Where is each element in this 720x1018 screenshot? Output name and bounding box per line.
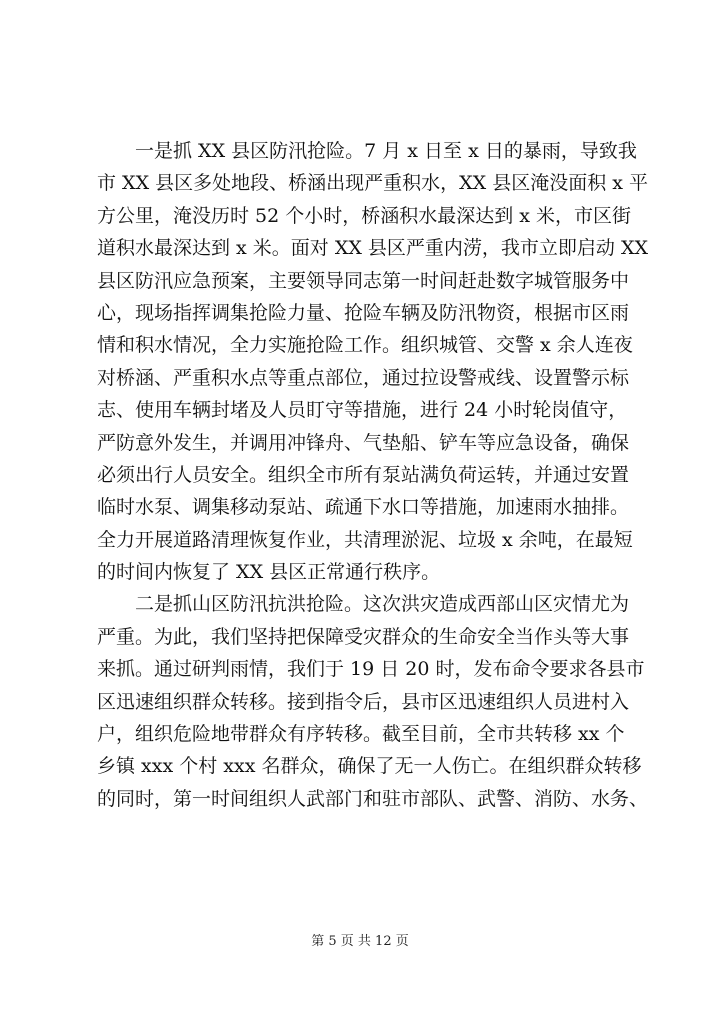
page-footer (0, 933, 720, 951)
text-line: 志、使用车辆封堵及人员盯守等措施，进行 24 小时轮岗值守， (97, 399, 628, 422)
text-line: 严重。为此，我们坚持把保障受灾群众的生命安全当作头等大事 (97, 625, 630, 648)
text-line: 的时间内恢复了 XX 县区正常通行秩序。 (97, 561, 441, 584)
text-line: 来抓。通过研判雨情，我们于 19 日 20 时，发布命令要求各县市 (97, 658, 645, 681)
text-line: 方公里，淹没历时 52 个小时，桥涵积水最深达到 x 米，市区街 (97, 204, 632, 227)
text-line: 户，组织危险地带群众有序转移。截至目前，全市共转移 xx 个 (97, 723, 625, 746)
text-line: 全力开展道路清理恢复作业，共清理淤泥、垃圾 x 余吨，在最短 (97, 528, 633, 551)
text-line: 乡镇 xxx 个村 xxx 名群众，确保了无一人伤亡。在组织群众转移 (97, 755, 642, 778)
text-line: 临时水泵、调集移动泵站、疏通下水口等措施，加速雨水抽排。 (97, 496, 630, 519)
page-number-label: 第 5 页 共 12 页 (311, 934, 409, 949)
text-line: 对桥涵、严重积水点等重点部位，通过拉设警戒线、设置警示标 (97, 366, 630, 389)
text-line: 道积水最深达到 x 米。面对 XX 县区严重内涝，我市立即启动 XX (97, 237, 649, 260)
text-line: 市 XX 县区多处地段、桥涵出现严重积水，XX 县区淹没面积 x 平 (97, 172, 649, 195)
text-line: 二是抓山区防汛抗洪抢险。这次洪灾造成西部山区灾情尤为 (97, 593, 630, 616)
text-line: 情和积水情况，全力实施抢险工作。组织城管、交警 x 余人连夜 (97, 334, 633, 357)
text-line: 严防意外发生，并调用冲锋舟、气垫船、铲车等应急设备，确保 (97, 431, 630, 454)
text-line: 必须出行人员安全。组织全市所有泵站满负荷运转，并通过安置 (97, 463, 630, 486)
text-line: 心，现场指挥调集抢险力量、抢险车辆及防汛物资，根据市区雨 (97, 301, 630, 324)
text-line: 的同时，第一时间组织人武部门和驻市部队、武警、消防、水务、 (97, 787, 649, 810)
text-line: 一是抓 XX 县区防汛抢险。7 月 x 日至 x 日的暴雨，导致我 (97, 140, 637, 162)
text-line: 区迅速组织群众转移。接到指令后，县市区迅速组织人员进村入 (97, 690, 630, 713)
body-text (97, 135, 657, 815)
text-line: 县区防汛应急预案，主要领导同志第一时间赶赴数字城管服务中 (97, 269, 630, 292)
